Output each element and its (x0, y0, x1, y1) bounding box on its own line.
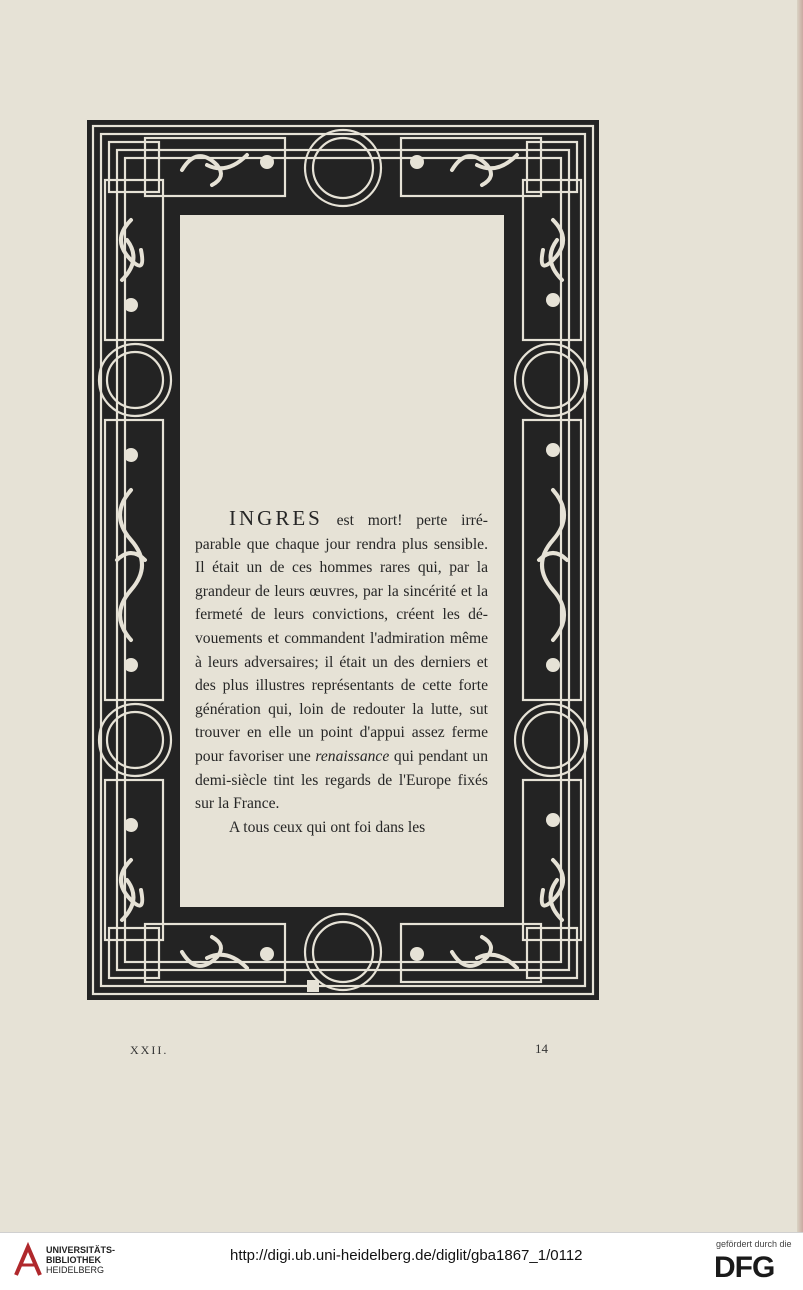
paragraph-1-text: est mort! perte irréparable que chaque jour rendra plus sensible. Il était un de ces hommes rares qui, par la grandeur de leurs œuvres, par la sincérité et la fermeté de leurs convictions, créent les dévouements et commandent l'admiration même à leurs adversaires; il était un des derniers et des plus illustres représentants de cette forte génération qui, loin de redouter la lutte, sut trouver en elle un point d'appui assez ferme pour favoriser une (195, 512, 488, 765)
sheet-number: 14 (535, 1041, 548, 1056)
dfg-logo: DFG (714, 1251, 775, 1284)
paragraph-1 (195, 507, 488, 816)
article-text (195, 507, 488, 839)
paragraph-2: A tous ceux qui ont foi dans les (229, 818, 426, 836)
paragraph-1-end: qui pendant un demi-siècle tint les regards de l'Europe fixés sur la France. (195, 747, 488, 813)
initial-word: INGRES (229, 506, 323, 530)
permalink-url[interactable]: http://digi.ub.uni-heidelberg.de/diglit/gba1867_1/0112 (230, 1247, 583, 1264)
page-edge (797, 0, 803, 1232)
funding-note: gefördert durch die (716, 1239, 792, 1249)
italic-word: renaissance (315, 747, 390, 765)
university-name: UNIVERSITÄTS- BIBLIOTHEK HEIDELBERG (46, 1245, 116, 1275)
university-logo-icon (8, 1241, 48, 1281)
signature-mark: XXII. (130, 1043, 169, 1057)
viewer-footer (0, 1232, 803, 1290)
